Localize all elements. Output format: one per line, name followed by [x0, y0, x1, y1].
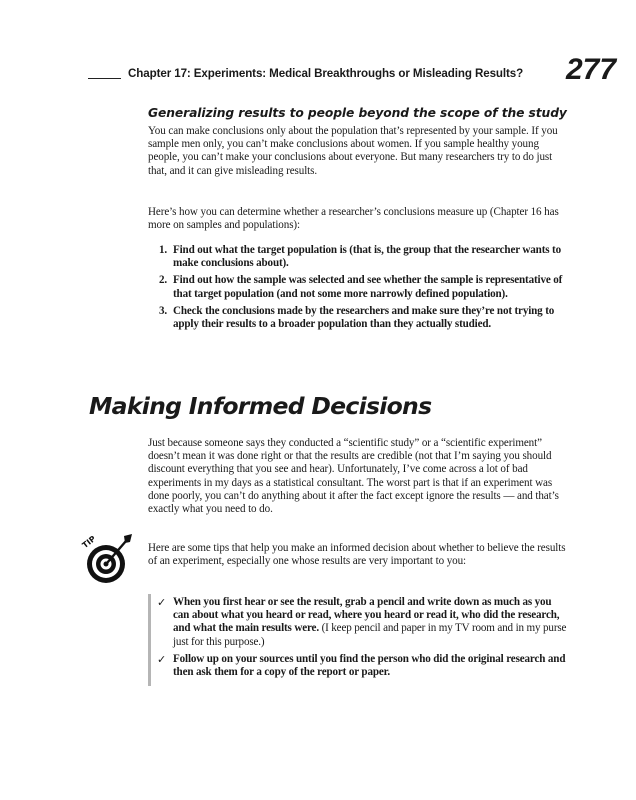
tip-intro-paragraph: Here are some tips that help you make an informed decision about whether to believe the results of an experiment, especially one whose results are very important to you:	[148, 542, 566, 568]
tip-bold-text: Follow up on your sources until you find the person who did the original research and then ask them for a copy of the report or paper.	[173, 652, 566, 679]
step-item	[148, 305, 568, 331]
section-title: Making Informed Decisions	[89, 392, 432, 420]
tip-bold-text: When you first hear or see the result, grab a pencil and write down as much as you can about what you heard or read, where you heard or read it, who did the research, and what the main results were.	[173, 596, 560, 635]
subsection-paragraph-2: Here’s how you can determine whether a researcher’s conclusions measure up (Chapter 16 has more on samples and populations):	[148, 206, 559, 232]
tip-item	[156, 653, 568, 679]
step-text: Check the conclusions made by the researchers and make sure they’re not trying to apply their results to a broader population than they actually studied.	[173, 304, 555, 331]
tip-item	[156, 596, 568, 649]
header-rule	[88, 78, 121, 79]
tip-sidebar-bar	[148, 594, 151, 686]
running-head: Chapter 17: Experiments: Medical Breakthroughs or Misleading Results?	[128, 67, 524, 80]
subsection-title: Generalizing results to people beyond the scope of the study	[148, 106, 567, 120]
steps-list	[148, 244, 568, 335]
page-number: 277	[566, 53, 617, 86]
tip-target-icon	[80, 528, 136, 586]
subsection-paragraph-1: You can make conclusions only about the population that’s represented by your sample. If you sample men only, you can’t make conclusions about women. If you sample healthy young people, you can’t make your conclusions about everyone. But many researchers try to do just that, and it can give misleading results.	[148, 125, 558, 177]
step-number: 1.	[159, 244, 168, 256]
checkmark-icon: ✓	[157, 652, 167, 666]
step-number: 3.	[159, 304, 168, 317]
tip-label: TIP	[80, 534, 98, 551]
tips-list	[156, 596, 568, 683]
step-text: Find out how the sample was selected and see whether the sample is representative of that target population (and not some more narrowly defined population).	[173, 274, 563, 300]
step-item	[148, 244, 568, 270]
step-number: 2.	[159, 274, 168, 287]
checkmark-icon: ✓	[157, 596, 167, 609]
step-text: Find out what the target population is (that is, the group that the researcher wants to make conclusions about).	[173, 244, 561, 270]
section-paragraph-1: Just because someone says they conducted a “scientific study” or a “scientific experiment” doesn’t mean it was done right or that the results are credible (not that I’m saying you should discount everything that you see and hear). Unfortunately, I’ve come across a lot of bad experiments in my days as a statistical consultant. The worst part is that if an experiment was done poorly, you can’t do anything about it after the fact except ignore the results — and that’s exactly what you need to do.	[148, 437, 559, 516]
step-item	[148, 274, 568, 300]
tip-normal-text: (I keep pencil and paper in my TV room and in my purse just for this purpose.)	[173, 622, 567, 648]
